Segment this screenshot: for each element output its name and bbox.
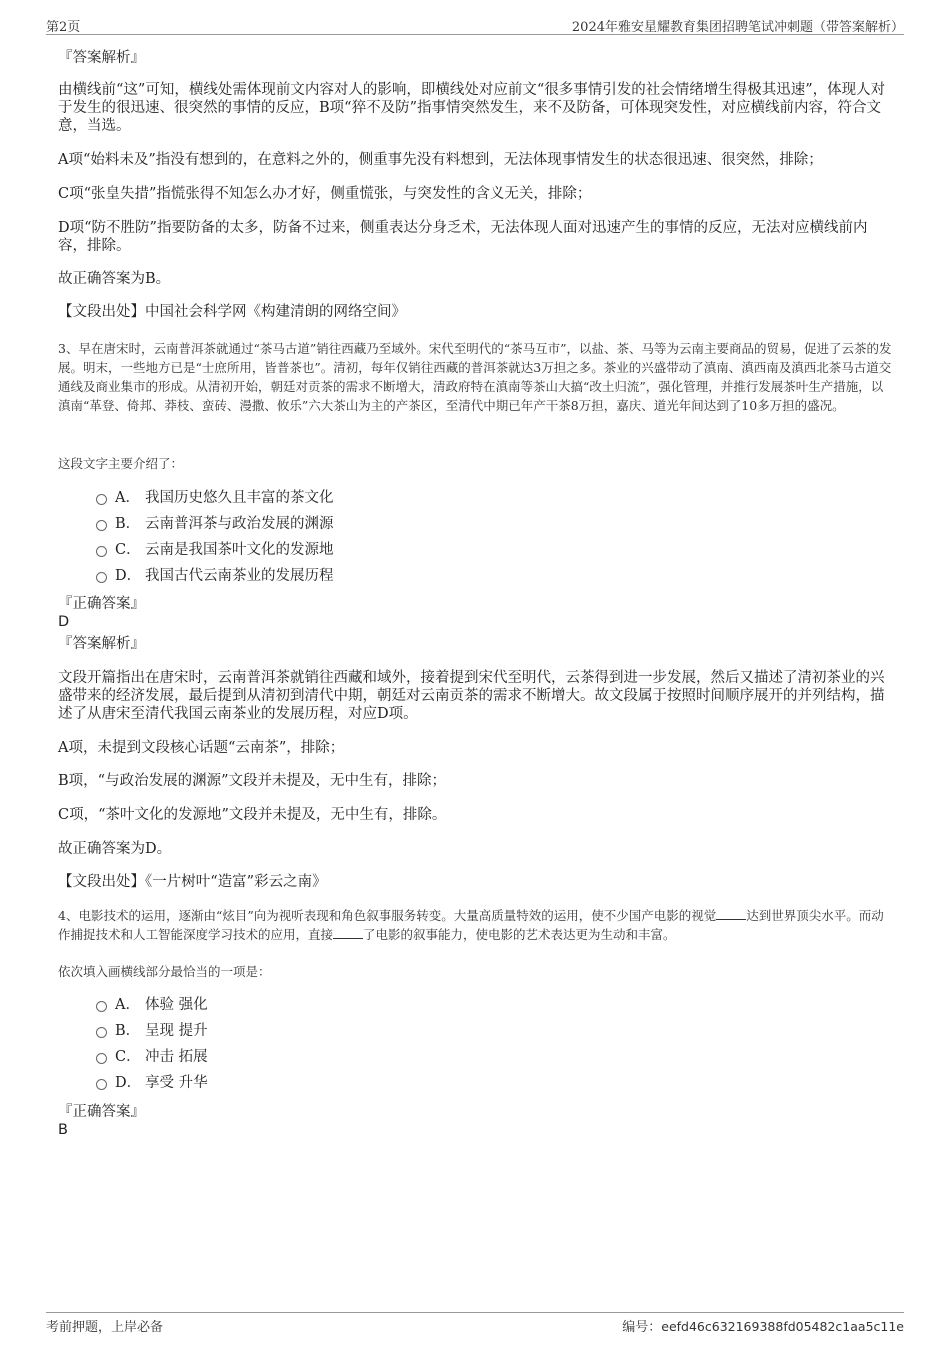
radio-icon[interactable]: [96, 1053, 107, 1064]
radio-icon[interactable]: [96, 494, 107, 505]
page-footer: [46, 1312, 904, 1337]
q3-analysis-para-2: A项，未提到文段核心话题“云南茶”，排除；: [58, 740, 345, 756]
q3-analysis-label: 『答案解析』: [58, 636, 145, 652]
q3-analysis-para-5: 故正确答案为D。: [58, 841, 172, 857]
q2-source: 【文段出处】中国社会科学网《构建清朗的网络空间》: [58, 304, 406, 320]
q3-source: 【文段出处】《一片树叶“造富”彩云之南》: [58, 874, 327, 890]
q3-analysis-para-3: B项，“与政治发展的渊源”文段并未提及，无中生有，排除；: [58, 773, 446, 789]
radio-icon[interactable]: [96, 1079, 107, 1090]
footer-code: 编号：eefd46c632169388fd05482c1aa5c11e: [622, 1319, 904, 1335]
q3-correct-answer: D: [58, 614, 70, 630]
q4-correct-label: 『正确答案』: [58, 1104, 145, 1120]
q4-option-a[interactable]: A． 体验 强化: [96, 995, 208, 1015]
q2-analysis-para-4: D项“防不胜防”指要防备的太多，防备不过来，侧重表达分身乏术，无法体现人面对迅速产生的事情的反应，无法对应横线前内容，排除。: [58, 220, 868, 254]
blank-line: [716, 907, 746, 920]
q4-stem: 4、电影技术的运用，逐渐由“炫目”向为视听表现和角色叙事服务转变。大量高质量特效的运用，使不少国产电影的视觉 达到世界顶尖水平。而动作捕捉技术和人工智能深度学习技术的应用，直接 了电影的叙事能力，使电影的艺术表达更为生动和丰富。: [58, 908, 884, 942]
q3-stem: 3、早在唐宋时，云南普洱茶就通过“茶马古道”销往西藏乃至域外。宋代至明代的“茶马互市”，以盐、茶、马等为云南主要商品的贸易，促进了云茶的发展。明末，一些地方已是“士庶所用，皆普茶也”。清初，每年仅销往西藏的普洱茶就达3万担之多。茶业的兴盛带动了滇南、滇西南及滇西北茶马古道交通线及商业集市的形成。从清初开始，朝廷对贡茶的需求不断增大，清政府特在滇南等茶山大搞“改土归流”，强化管理，并推行发展茶叶生产措施，以滇南“革登、倚邦、莽枝、蛮砖、漫撒、攸乐”六大茶山为主的产茶区，至清代中期已年产干茶8万担，嘉庆、道光年间达到了10多万担的盛况。: [58, 341, 892, 413]
radio-icon[interactable]: [96, 572, 107, 583]
q4-option-c[interactable]: C． 冲击 拓展: [96, 1047, 208, 1067]
radio-icon[interactable]: [96, 520, 107, 531]
q3-correct-label: 『正确答案』: [58, 596, 145, 612]
radio-icon[interactable]: [96, 1001, 107, 1012]
q3-analysis-para-1: 文段开篇指出在唐宋时，云南普洱茶就销往西藏和域外，接着提到宋代至明代，云茶得到进一步发展，然后又描述了清初茶业的兴盛带来的经济发展，最后提到从清初到清代中期，朝廷对云南贡茶的需求不断增大。故文段属于按照时间顺序展开的并列结构，描述了从唐宋至清代我国云南茶业的发展历程，对应D项。: [58, 670, 885, 722]
q3-option-a[interactable]: A． 我国历史悠久且丰富的茶文化: [96, 488, 334, 508]
q3-option-b[interactable]: B． 云南普洱茶与政治发展的渊源: [96, 514, 334, 534]
page-header: [46, 14, 904, 35]
page-number: 第2页: [46, 20, 81, 35]
q2-analysis-para-2: A项“始料未及”指没有想到的，在意料之外的，侧重事先没有料想到，无法体现事情发生的状态很迅速、很突然，排除；: [58, 152, 823, 168]
radio-icon[interactable]: [96, 546, 107, 557]
q2-analysis-para-1: 由横线前“这”可知，横线处需体现前文内容对人的影响，即横线处对应前文“很多事情引发的社会情绪增生得极其迅速”，体现人对于发生的很迅速、很突然的事情的反应，B项“猝不及防”指事情突然发生，来不及防备，可体现突发性，对应横线前内容，符合文意，当选。: [58, 82, 886, 134]
q3-analysis-para-4: C项，“茶叶文化的发源地”文段并未提及，无中生有，排除。: [58, 807, 447, 823]
q3-option-c[interactable]: C． 云南是我国茶叶文化的发源地: [96, 540, 334, 560]
footer-slogan: 考前押题，上岸必备: [46, 1320, 164, 1335]
q4-option-d[interactable]: D． 享受 升华: [96, 1073, 208, 1093]
q3-option-d[interactable]: D． 我国古代云南茶业的发展历程: [96, 566, 334, 586]
q4-option-b[interactable]: B． 呈现 提升: [96, 1021, 208, 1041]
blank-line: [333, 926, 363, 939]
q2-analysis-para-5: 故正确答案为B。: [58, 271, 171, 287]
q3-question: 这段文字主要介绍了：: [58, 456, 184, 471]
document-title: 2024年雅安星耀教育集团招聘笔试冲刺题（带答案解析）: [571, 20, 904, 35]
q4-correct-answer: B: [58, 1122, 68, 1138]
q4-question: 依次填入画横线部分最恰当的一项是：: [58, 964, 271, 979]
q2-analysis-label: 『答案解析』: [58, 50, 145, 66]
q2-analysis-para-3: C项“张皇失措”指慌张得不知怎么办才好，侧重慌张，与突发性的含义无关，排除；: [58, 186, 592, 202]
radio-icon[interactable]: [96, 1027, 107, 1038]
